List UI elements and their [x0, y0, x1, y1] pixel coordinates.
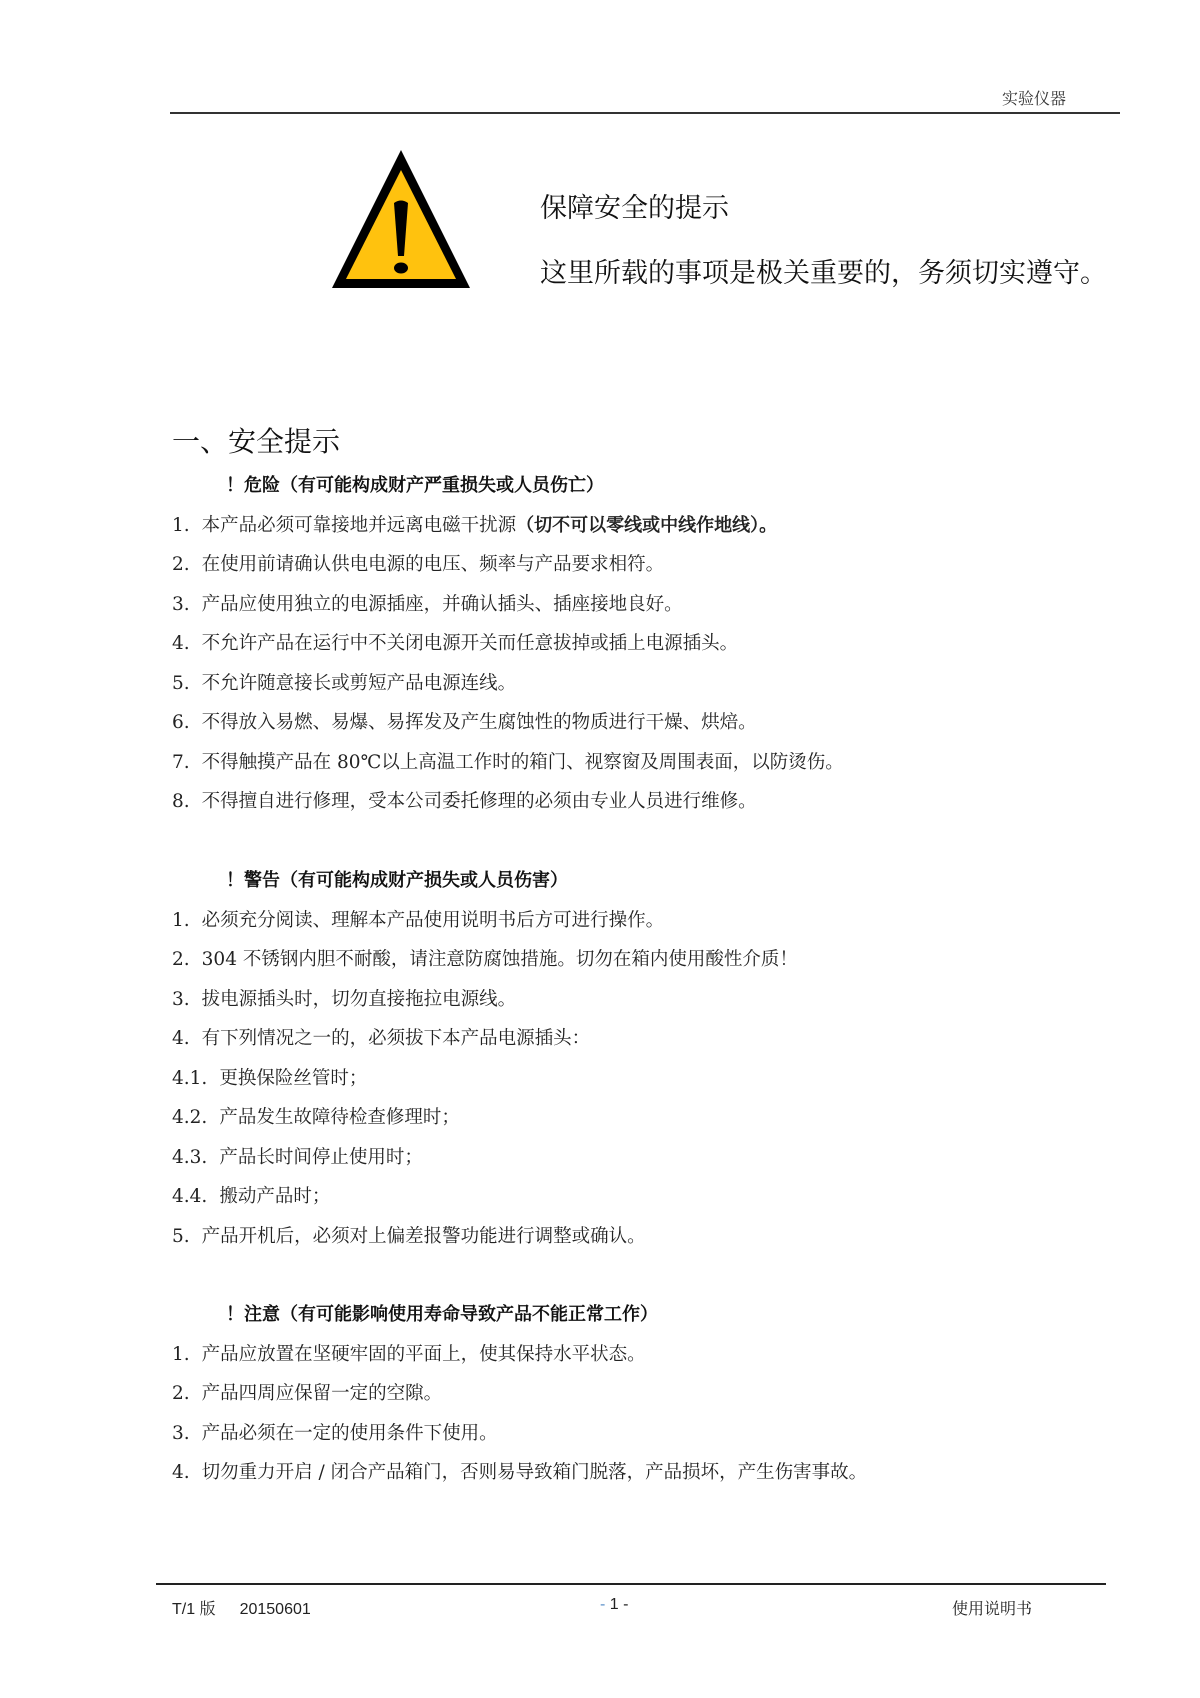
item-number: 2. — [172, 949, 190, 970]
item-text: 有下列情况之一的，必须拔下本产品电源插头： — [201, 1028, 591, 1049]
item-text: 产品发生故障待检查修理时； — [219, 1107, 460, 1128]
item-number: 4.2. — [172, 1107, 208, 1128]
list-item — [172, 940, 798, 980]
item-number: 3. — [172, 1422, 190, 1444]
item-text: 切勿重力开启 / 闭合产品箱门，否则易导致箱门脱落，产品损坏，产生伤害事故。 — [201, 1462, 868, 1483]
list-item — [172, 703, 844, 743]
item-text: 产品应使用独立的电源插座，并确认插头、插座接地良好。 — [201, 593, 683, 615]
item-text: 本产品必须可靠接地并远离电磁干扰源 — [201, 514, 517, 536]
footer-divider — [156, 1583, 1106, 1585]
item-number: 4.3. — [172, 1146, 208, 1168]
footer-doc-name: 使用说明书 — [952, 1599, 1033, 1618]
item-number: 3. — [172, 593, 190, 615]
item-number: 1. — [172, 1343, 190, 1365]
section-title: 一、安全提示 — [172, 425, 341, 458]
item-text: 不得放入易燃、易爆、易挥发及产生腐蚀性的物质进行干燥、烘焙。 — [201, 712, 757, 733]
caution-block — [172, 1295, 867, 1493]
item-text: 产品必须在一定的使用条件下使用。 — [201, 1422, 498, 1444]
list-item — [172, 1019, 798, 1059]
footer-version — [172, 1596, 311, 1619]
item-text: 产品应放置在坚硬牢固的平面上，使其保持水平状态。 — [201, 1343, 646, 1365]
header-divider — [170, 112, 1120, 114]
item-number: 4. — [172, 633, 190, 654]
item-text: 产品开机后，必须对上偏差报警功能进行调整或确认。 — [201, 1225, 646, 1247]
list-item — [172, 506, 844, 546]
warning-block — [172, 861, 798, 1256]
danger-heading: ！危险（有可能构成财产严重损失或人员伤亡） — [226, 475, 604, 496]
page-value: 1 — [609, 1596, 619, 1613]
list-item — [172, 585, 844, 625]
item-text: 在使用前请确认供电电源的电压、频率与产品要求相符。 — [201, 554, 665, 575]
item-text: 产品长时间停止使用时； — [219, 1146, 423, 1168]
page-number — [600, 1596, 628, 1614]
list-item — [172, 1374, 867, 1414]
list-item — [172, 1335, 867, 1375]
list-item — [172, 743, 844, 783]
item-number: 1. — [172, 514, 190, 536]
item-number: 5. — [172, 672, 190, 694]
item-text: 304 不锈钢内胆不耐酸，请注意防腐蚀措施。切勿在箱内使用酸性介质！ — [201, 949, 798, 970]
item-text: 不允许产品在运行中不关闭电源开关而任意拔掉或插上电源插头。 — [201, 633, 739, 654]
list-item — [172, 782, 844, 822]
item-number: 2. — [172, 1383, 190, 1404]
list-item — [172, 1138, 798, 1178]
list-item — [172, 624, 844, 664]
version-date: 20150601 — [239, 1601, 311, 1618]
page-prefix: - — [600, 1596, 606, 1613]
list-item — [172, 901, 798, 941]
list-item — [172, 980, 798, 1020]
item-number: 4. — [172, 1028, 190, 1049]
item-text: 不允许随意接长或剪短产品电源连线。 — [201, 672, 517, 694]
item-text: 搬动产品时； — [219, 1186, 331, 1207]
list-item — [172, 1217, 798, 1257]
item-number: 4.1. — [172, 1067, 208, 1089]
item-text: 产品四周应保留一定的空隙。 — [201, 1383, 443, 1404]
list-item — [172, 1414, 867, 1454]
item-text: 拔电源插头时，切勿直接拖拉电源线。 — [201, 988, 517, 1010]
version-label: T/1 版 — [172, 1601, 216, 1618]
item-text: 必须充分阅读、理解本产品使用说明书后方可进行操作。 — [201, 909, 665, 931]
intro-subtitle: 这里所载的事项是极关重要的，务须切实遵守。 — [540, 258, 1107, 289]
item-number: 5. — [172, 1225, 190, 1247]
list-item — [172, 1059, 798, 1099]
item-number: 3. — [172, 988, 190, 1010]
safety-intro — [540, 195, 1107, 287]
caution-heading: ！注意（有可能影响使用寿命导致产品不能正常工作） — [226, 1304, 658, 1325]
item-text: 不得擅自进行修理，受本公司委托修理的必须由专业人员进行维修。 — [201, 791, 757, 812]
item-number: 7. — [172, 751, 190, 773]
list-item — [172, 1098, 798, 1138]
list-item — [172, 1453, 867, 1493]
page-suffix: - — [623, 1596, 629, 1613]
list-item — [172, 1177, 798, 1217]
list-item — [172, 545, 844, 585]
intro-title: 保障安全的提示 — [540, 193, 729, 224]
item-text: 不得触摸产品在 80℃以上高温工作时的箱门、视察窗及周围表面，以防烫伤。 — [201, 751, 844, 773]
item-number: 4.4. — [172, 1186, 208, 1207]
warning-heading: ！警告（有可能构成财产损失或人员伤害） — [226, 870, 568, 891]
header-category: 实验仪器 — [1001, 89, 1066, 108]
danger-block — [172, 466, 844, 822]
item-number: 6. — [172, 712, 190, 733]
item-text: 更换保险丝管时； — [219, 1067, 368, 1089]
item-number: 4. — [172, 1462, 190, 1483]
item-emphasis: （切不可以零线或中线作地线）。 — [516, 514, 778, 536]
item-number: 1. — [172, 909, 190, 931]
warning-triangle-icon — [330, 148, 472, 292]
item-number: 2. — [172, 554, 190, 575]
item-number: 8. — [172, 791, 190, 812]
list-item — [172, 664, 844, 704]
